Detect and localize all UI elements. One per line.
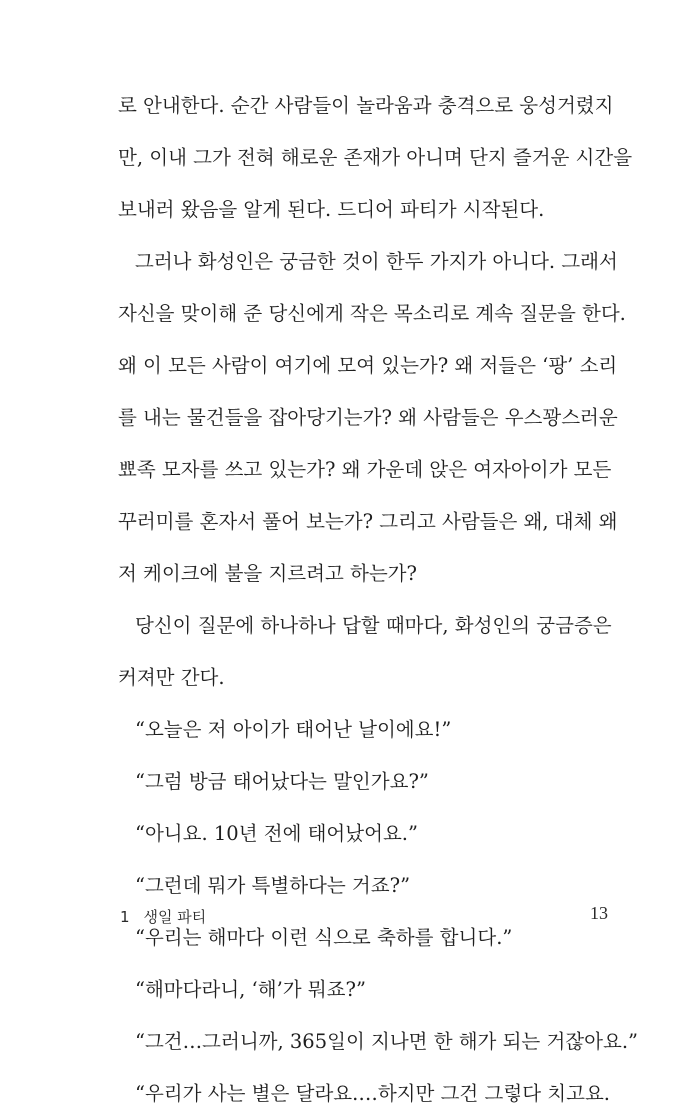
- dialogue-line-2: “그럼 방금 태어났다는 말인가요?”: [135, 770, 429, 793]
- text-line-2: 만, 이내 그가 전혀 해로운 존재가 아니며 단지 즐거운 시간을: [118, 146, 633, 169]
- dialogue-line-8: “우리가 사는 별은 달라요.…하지만 그건 그렇다 치고요.: [135, 1082, 610, 1105]
- text-line-1: 로 안내한다. 순간 사람들이 놀라움과 충격으로 웅성거렸지: [118, 94, 614, 117]
- text-line-10: 저 케이크에 불을 지르려고 하는가?: [118, 562, 417, 585]
- dialogue-line-4: “그런데 뭐가 특별하다는 거죠?”: [135, 874, 411, 897]
- text-line-3: 보내러 왔음을 알게 된다. 드디어 파티가 시작된다.: [118, 198, 545, 221]
- text-line-7: 를 내는 물건들을 잡아당기는가? 왜 사람들은 우스꽝스러운: [118, 406, 618, 429]
- dialogue-line-5: “우리는 해마다 이런 식으로 축하를 합니다.”: [135, 926, 513, 949]
- dialogue-line-7: “그건…그러니까, 365일이 지나면 한 해가 되는 거잖아요.”: [135, 1030, 638, 1053]
- dialogue-line-3: “아니요. 10년 전에 태어났어요.”: [135, 822, 418, 845]
- text-line-11: 당신이 질문에 하나하나 답할 때마다, 화성인의 궁금증은: [135, 614, 612, 637]
- chapter-number: 1: [120, 908, 130, 926]
- text-line-9: 꾸러미를 혼자서 풀어 보는가? 그리고 사람들은 왜, 대체 왜: [118, 510, 618, 533]
- text-line-12: 커져만 간다.: [118, 666, 225, 689]
- text-line-5: 자신을 맞이해 준 당신에게 작은 목소리로 계속 질문을 한다.: [118, 302, 626, 325]
- dialogue-line-6: “해마다라니, ‘해’가 뭐죠?”: [135, 978, 366, 1001]
- dialogue-line-1: “오늘은 저 아이가 태어난 날이에요!”: [135, 718, 452, 741]
- chapter-title: 생일 파티: [143, 908, 207, 926]
- text-line-8: 뾰족 모자를 쓰고 있는가? 왜 가운데 앉은 여자아이가 모든: [118, 458, 612, 481]
- body-text: [118, 80, 638, 1120]
- running-footer: [120, 906, 206, 927]
- text-line-6: 왜 이 모든 사람이 여기에 모여 있는가? 왜 저들은 ‘팡’ 소리: [118, 354, 618, 377]
- text-line-4: 그러나 화성인은 궁금한 것이 한두 가지가 아니다. 그래서: [135, 250, 618, 273]
- page-number: 13: [590, 903, 608, 923]
